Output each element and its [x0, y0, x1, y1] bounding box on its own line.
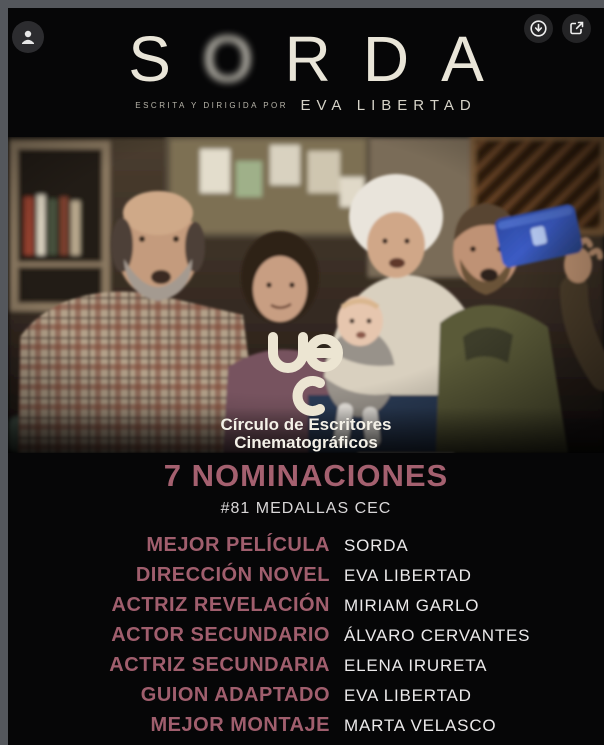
award-winner-value: EVA LIBERTAD [344, 566, 472, 585]
award-row [8, 594, 604, 624]
award-winner-value: MIRIAM GARLO [344, 596, 480, 615]
awards-section [8, 458, 604, 744]
award-winner-value: EVA LIBERTAD [344, 686, 472, 705]
award-winner-value: ÁLVARO CERVANTES [344, 626, 531, 645]
poster-credit [8, 97, 604, 115]
award-row [8, 534, 604, 564]
award-category-label: ACTRIZ REVELACIÓN [111, 594, 330, 616]
award-row [8, 684, 604, 714]
credit-director-name: EVA LIBERTAD [300, 97, 477, 115]
movie-poster [8, 8, 604, 745]
awards-list [8, 534, 604, 744]
award-category-label: DIRECCIÓN NOVEL [135, 564, 330, 586]
viewer-frame-top [0, 0, 604, 8]
award-row [8, 564, 604, 594]
award-category-label: GUION ADAPTADO [140, 684, 330, 706]
poster-title-block [8, 23, 604, 115]
viewer-frame-left [0, 8, 8, 745]
award-winner-value: ELENA IRURETA [344, 656, 488, 675]
credit-prefix: ESCRITA Y DIRIGIDA POR [135, 101, 289, 111]
open-external-icon [568, 20, 585, 37]
download-button[interactable] [524, 14, 553, 43]
poster-title: S O R D A [128, 23, 484, 95]
profile-avatar-button[interactable] [12, 21, 44, 53]
award-category-label: ACTOR SECUNDARIO [111, 624, 330, 646]
person-icon [19, 28, 37, 46]
award-category-label: MEJOR PELÍCULA [146, 534, 330, 556]
award-winner-value: MARTA VELASCO [344, 716, 497, 735]
award-category-label: ACTRIZ SECUNDARIA [109, 654, 330, 676]
award-row [8, 654, 604, 684]
nominations-headline: 7 NOMINACIONES [163, 458, 449, 493]
nominations-subheadline: #81 MEDALLAS CEC [220, 500, 392, 517]
film-still-photo [8, 137, 604, 453]
award-category-label: MEJOR MONTAJE [150, 714, 330, 736]
open-external-button[interactable] [562, 14, 591, 43]
award-winner-value: SORDA [344, 536, 409, 555]
download-icon [529, 19, 548, 38]
award-row [8, 624, 604, 654]
cec-logo-line1: Círculo de Escritores [220, 415, 392, 434]
award-row [8, 714, 604, 744]
cec-logo-line2: Cinematográficos [234, 433, 378, 452]
